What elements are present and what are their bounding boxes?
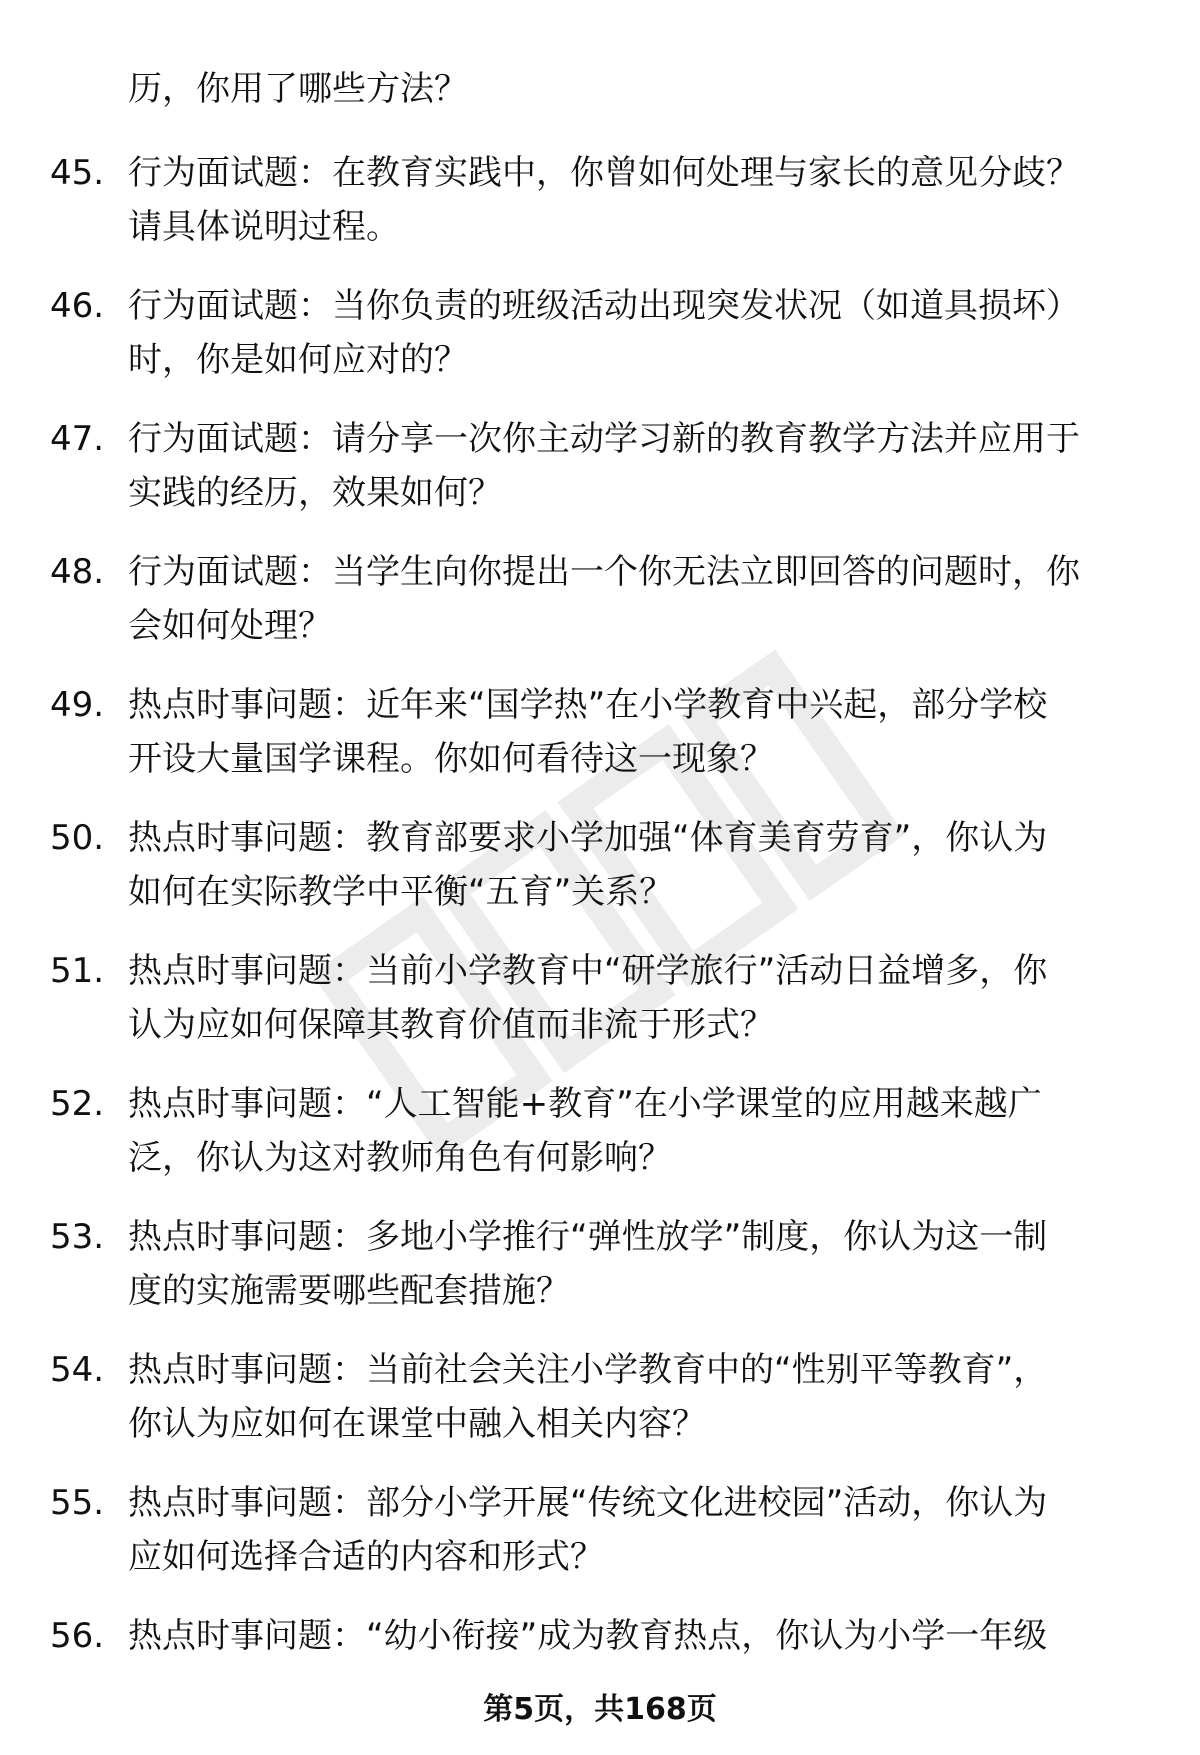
question-number: 45. xyxy=(50,153,105,193)
question-text-line: 会如何处理？ xyxy=(128,606,332,646)
question-item xyxy=(0,412,1200,545)
question-number: 47. xyxy=(50,419,105,459)
question-item xyxy=(0,545,1200,678)
question-text-line: 实践的经历，效果如何？ xyxy=(128,473,502,513)
question-text-line: 应如何选择合适的内容和形式？ xyxy=(128,1537,604,1577)
question-number: 49. xyxy=(50,685,105,725)
question-text-line: 行为面试题：当学生向你提出一个你无法立即回答的问题时，你 xyxy=(128,552,1080,592)
page-footer: 第5页，共168页 xyxy=(483,1692,717,1727)
question-number: 55. xyxy=(50,1483,105,1523)
question-text xyxy=(128,1476,1148,1584)
question-list xyxy=(0,146,1200,1742)
question-item xyxy=(0,146,1200,279)
question-item xyxy=(0,944,1200,1077)
question-text-line: 热点时事问题：多地小学推行“弹性放学”制度，你认为这一制 xyxy=(128,1217,1048,1257)
question-number: 48. xyxy=(50,552,105,592)
question-text xyxy=(128,1343,1148,1451)
question-text-line: 认为应如何保障其教育价值而非流于形式？ xyxy=(128,1005,774,1045)
question-text-line: 热点时事问题：教育部要求小学加强“体育美育劳育”，你认为 xyxy=(128,818,1048,858)
question-text-line: 开设大量国学课程。你如何看待这一现象？ xyxy=(128,739,774,779)
question-item xyxy=(0,1476,1200,1609)
question-text-line: 度的实施需要哪些配套措施？ xyxy=(128,1271,570,1311)
question-item xyxy=(0,1343,1200,1476)
question-text-line: 时，你是如何应对的？ xyxy=(128,340,468,380)
question-text-line: 热点时事问题：“人工智能+教育”在小学课堂的应用越来越广 xyxy=(128,1084,1042,1124)
question-number: 50. xyxy=(50,818,105,858)
question-text-line: 你认为应如何在课堂中融入相关内容？ xyxy=(128,1404,706,1444)
question-text xyxy=(128,545,1148,653)
question-text xyxy=(128,1077,1148,1185)
question-text-line: 热点时事问题：当前社会关注小学教育中的“性别平等教育”， xyxy=(128,1350,1048,1390)
question-text-line: 热点时事问题：部分小学开展“传统文化进校园”活动，你认为 xyxy=(128,1483,1048,1523)
question-text-line: 热点时事问题：近年来“国学热”在小学教育中兴起，部分学校 xyxy=(128,685,1048,725)
question-text xyxy=(128,1609,1148,1663)
question-text xyxy=(128,1210,1148,1318)
continuation-line: 历，你用了哪些方法？ xyxy=(128,69,468,109)
question-text xyxy=(128,146,1148,254)
question-text-line: 泛，你认为这对教师角色有何影响？ xyxy=(128,1138,672,1178)
question-text xyxy=(128,678,1148,786)
question-number: 54. xyxy=(50,1350,105,1390)
question-text xyxy=(128,811,1148,919)
question-text xyxy=(128,412,1148,520)
question-number: 46. xyxy=(50,286,105,326)
question-item xyxy=(0,811,1200,944)
question-text-line: 行为面试题：请分享一次你主动学习新的教育教学方法并应用于 xyxy=(128,419,1080,459)
question-text-line: 如何在实际教学中平衡“五育”关系？ xyxy=(128,872,674,912)
question-number: 56. xyxy=(50,1616,105,1656)
question-text-line: 热点时事问题：当前小学教育中“研学旅行”活动日益增多，你 xyxy=(128,951,1048,991)
question-text-line: 热点时事问题：“幼小衔接”成为教育热点，你认为小学一年级 xyxy=(128,1616,1048,1656)
question-text xyxy=(128,944,1148,1052)
question-item xyxy=(0,678,1200,811)
question-number: 53. xyxy=(50,1217,105,1257)
question-number: 51. xyxy=(50,951,105,991)
question-item xyxy=(0,279,1200,412)
question-number: 52. xyxy=(50,1084,105,1124)
question-item xyxy=(0,1210,1200,1343)
question-text-line: 请具体说明过程。 xyxy=(128,207,400,247)
question-text-line: 行为面试题：在教育实践中，你曾如何处理与家长的意见分歧？ xyxy=(128,153,1080,193)
question-text-line: 行为面试题：当你负责的班级活动出现突发状况（如道具损坏） xyxy=(128,286,1080,326)
question-text xyxy=(128,279,1148,387)
question-item xyxy=(0,1077,1200,1210)
